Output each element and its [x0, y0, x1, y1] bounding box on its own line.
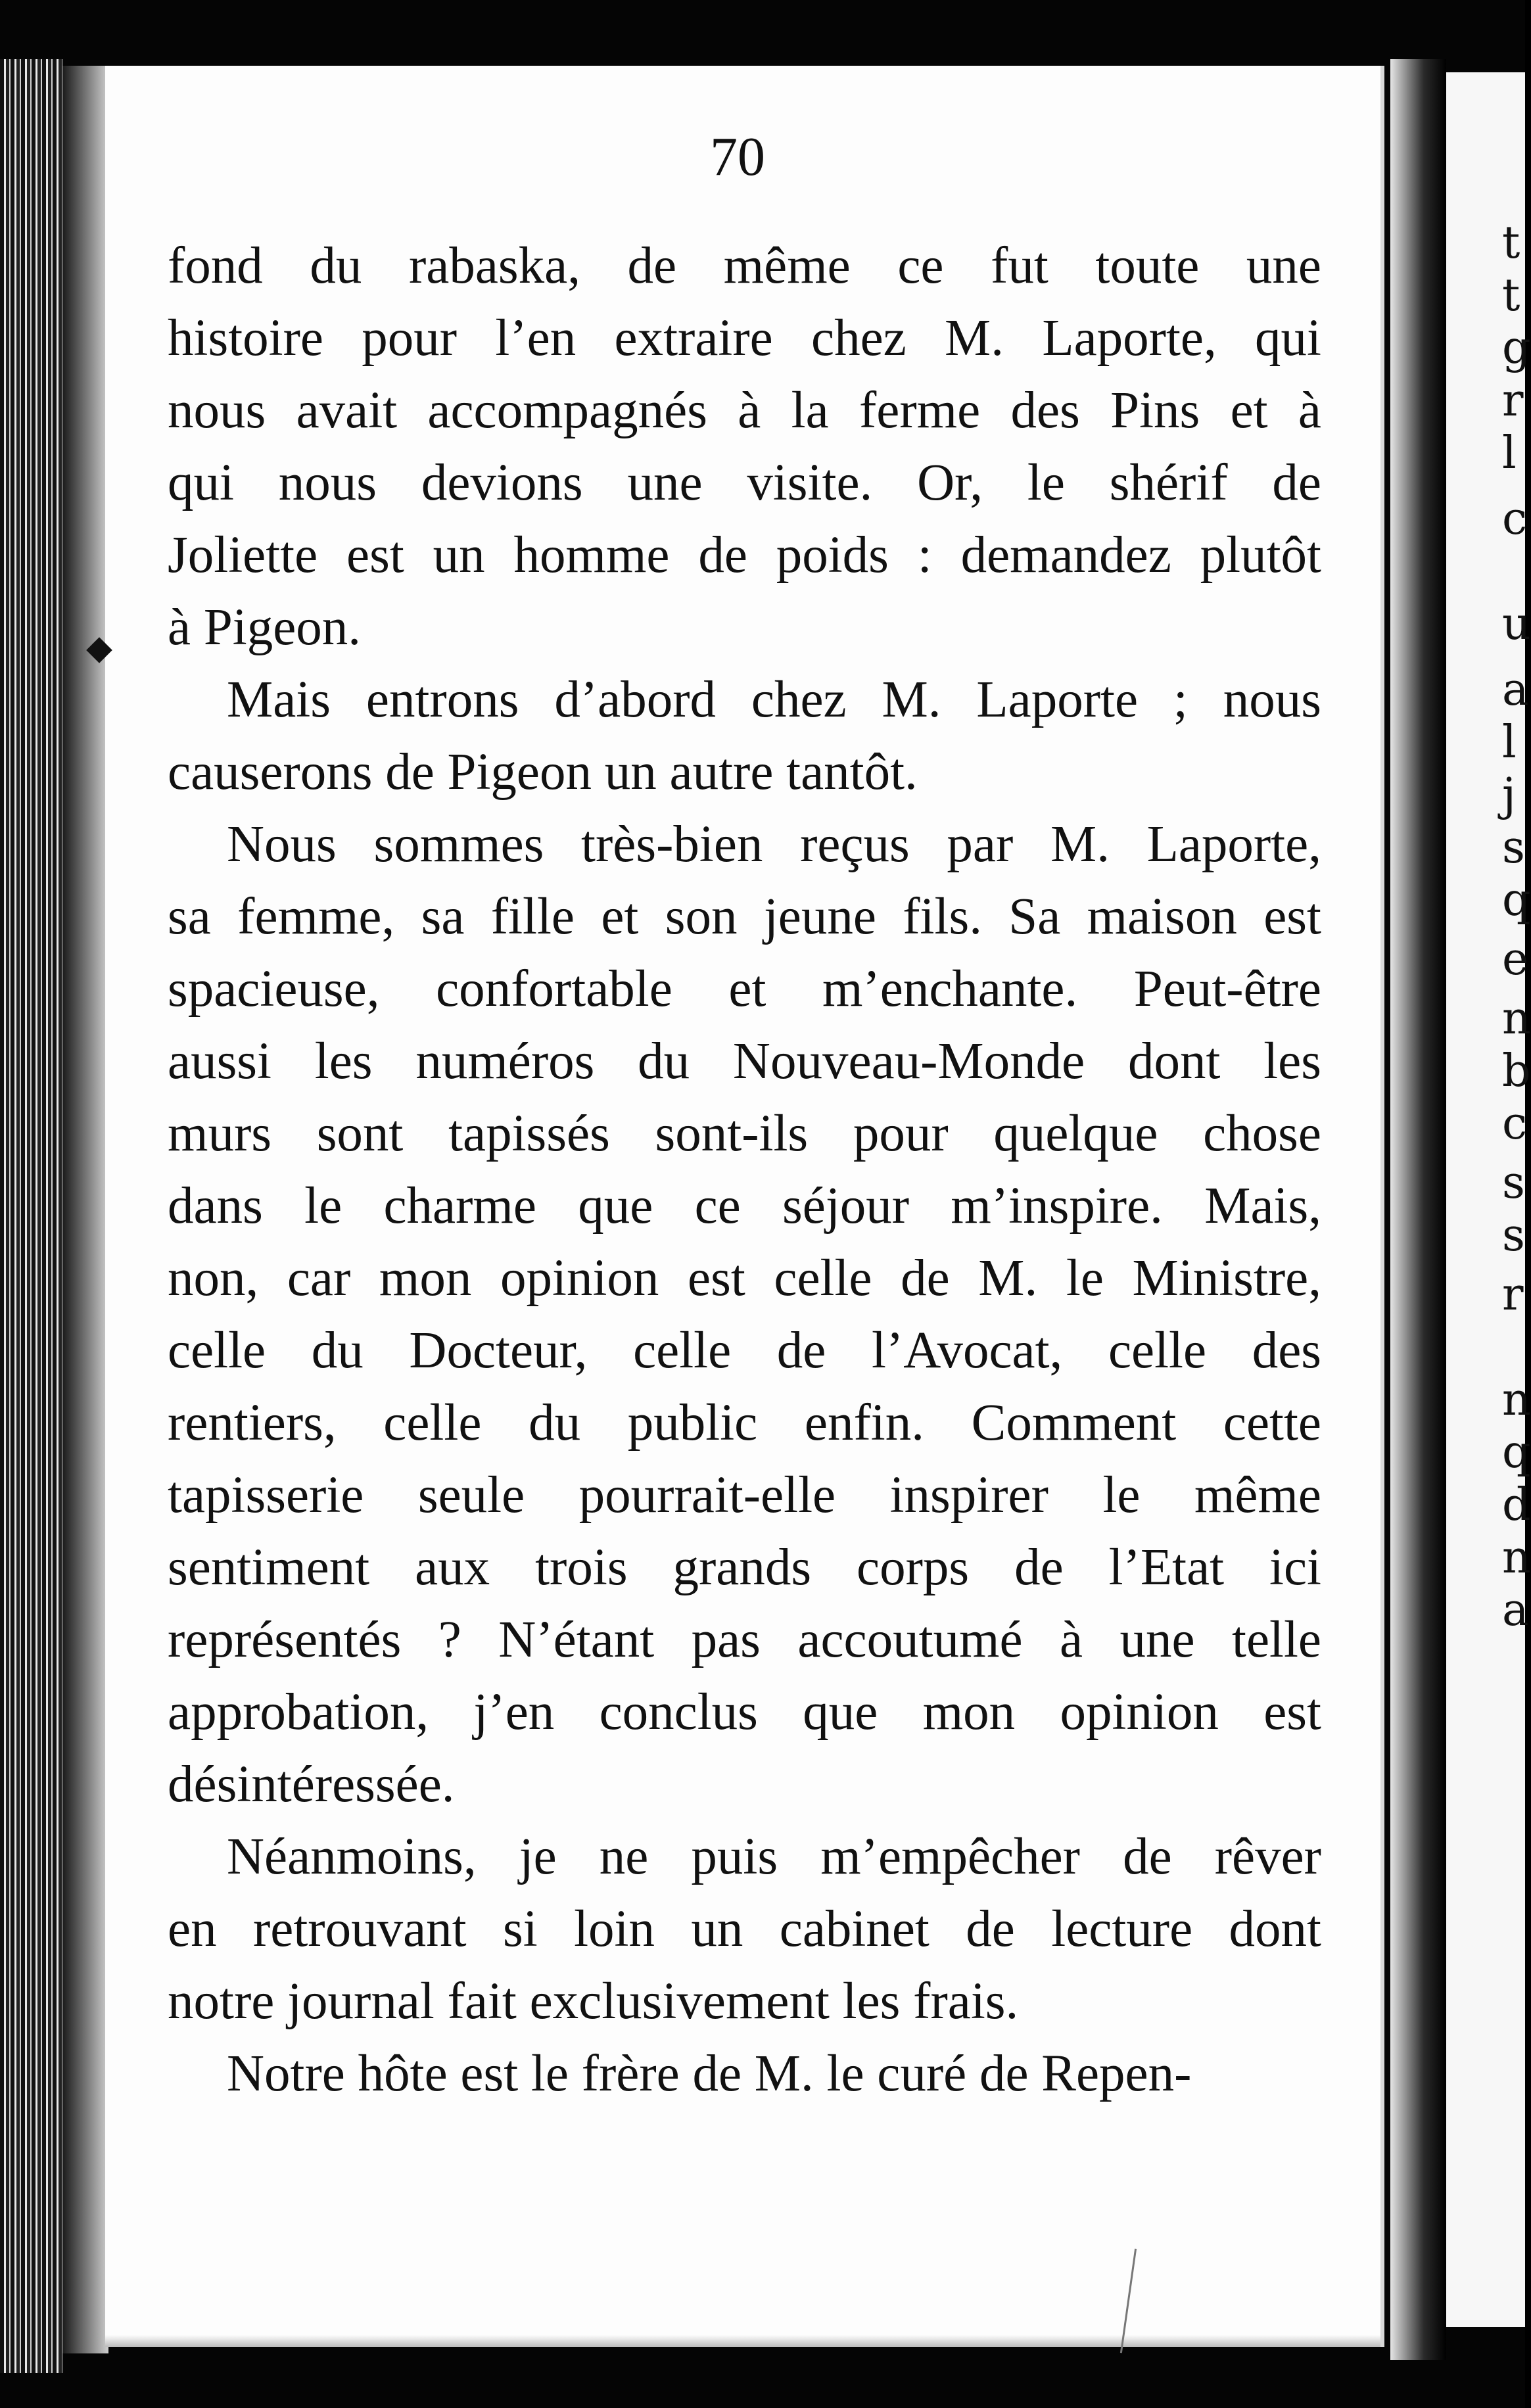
text-line: fond du rabaska, de même ce fut toute une [168, 237, 1321, 295]
adjacent-letter: a [1502, 1584, 1529, 1636]
adjacent-letter: n [1502, 993, 1531, 1045]
text-line: Notre hôte est le frère de M. le curé de Repen- [227, 2045, 1192, 2102]
text-line: dans le charme que ce séjour m’inspire. Mais, [168, 1177, 1321, 1235]
adjacent-letter: t [1502, 217, 1520, 269]
text-line: Nous sommes très-bien reçus par M. Laporte, [227, 816, 1321, 873]
adjacent-letter: b [1502, 1045, 1531, 1097]
adjacent-letter: s [1502, 1157, 1525, 1209]
text-line: histoire pour l’en extraire chez M. Laporte, qui [168, 310, 1321, 367]
adjacent-letter: s [1502, 1210, 1525, 1262]
paragraph [168, 1821, 1321, 2038]
text-line: représentés ? N’étant pas accoutumé à une telle [168, 1611, 1321, 1668]
adjacent-letter: u [1502, 598, 1531, 650]
text-line: Mais entrons d’abord chez M. Laporte ; nous [227, 671, 1321, 728]
text-line: sa femme, sa fille et son jeune fils. Sa maison est [168, 888, 1321, 945]
page-fold-shadow [1390, 59, 1446, 2360]
book-binding [0, 59, 62, 2373]
paragraph [168, 2038, 1321, 2110]
adjacent-letter: j [1502, 769, 1517, 821]
text-line: nous avait accompagnés à la ferme des Pins et à [168, 382, 1321, 439]
paragraph [168, 230, 1321, 664]
text-line: approbation, j’en conclus que mon opinion est [168, 1684, 1321, 1741]
adjacent-letter: l [1502, 427, 1517, 479]
page-body-text [168, 230, 1321, 2110]
text-line: spacieuse, confortable et m’enchante. Peut-être [168, 960, 1321, 1018]
adjacent-letter: c [1502, 1098, 1528, 1150]
text-line: notre journal fait exclusivement les frais. [168, 1973, 1019, 2030]
text-line: celle du Docteur, celle de l’Avocat, celle des [168, 1322, 1321, 1379]
text-line: aussi les numéros du Nouveau-Monde dont les [168, 1033, 1321, 1090]
text-line: en retrouvant si loin un cabinet de lecture dont [168, 1900, 1321, 1958]
text-line: causerons de Pigeon un autre tantôt. [168, 744, 918, 801]
text-line: tapisserie seule pourrait-elle inspirer le même [168, 1467, 1321, 1524]
adjacent-letter: t [1502, 270, 1520, 321]
adjacent-letter: n [1502, 1532, 1531, 1584]
text-line: non, car mon opinion est celle de M. le Ministre, [168, 1250, 1321, 1307]
adjacent-letter: q [1502, 1427, 1531, 1478]
paragraph [168, 664, 1321, 809]
adjacent-letter: r [1502, 1269, 1524, 1321]
text-line: désintéressée. [168, 1756, 455, 1813]
text-line: Néanmoins, je ne puis m’empêcher de rêver [227, 1828, 1321, 1885]
text-line: sentiment aux trois grands corps de l’Etat ici [168, 1539, 1321, 1596]
text-line: Joliette est un homme de poids : demandez plutôt [168, 527, 1321, 584]
adjacent-letter: e [1502, 933, 1529, 985]
text-line: qui nous devions une visite. Or, le shérif de [168, 454, 1321, 511]
adjacent-letter: l [1502, 717, 1517, 768]
page-number: 70 [710, 126, 765, 187]
adjacent-letter: c [1502, 493, 1528, 545]
adjacent-letter: d [1502, 1479, 1531, 1531]
text-line: rentiers, celle du public enfin. Comment cette [168, 1394, 1321, 1452]
adjacent-letter: n [1502, 1374, 1531, 1426]
text-line: murs sont tapissés sont-ils pour quelque chose [168, 1105, 1321, 1162]
paragraph [168, 809, 1321, 1821]
adjacent-letter: s [1502, 822, 1525, 874]
adjacent-letter: g [1502, 322, 1531, 374]
binding-shadow [62, 66, 108, 2353]
adjacent-letter: q [1502, 874, 1531, 926]
adjacent-letter: r [1502, 375, 1524, 427]
text-line: à Pigeon. [168, 599, 362, 656]
adjacent-letter: a [1502, 664, 1529, 716]
